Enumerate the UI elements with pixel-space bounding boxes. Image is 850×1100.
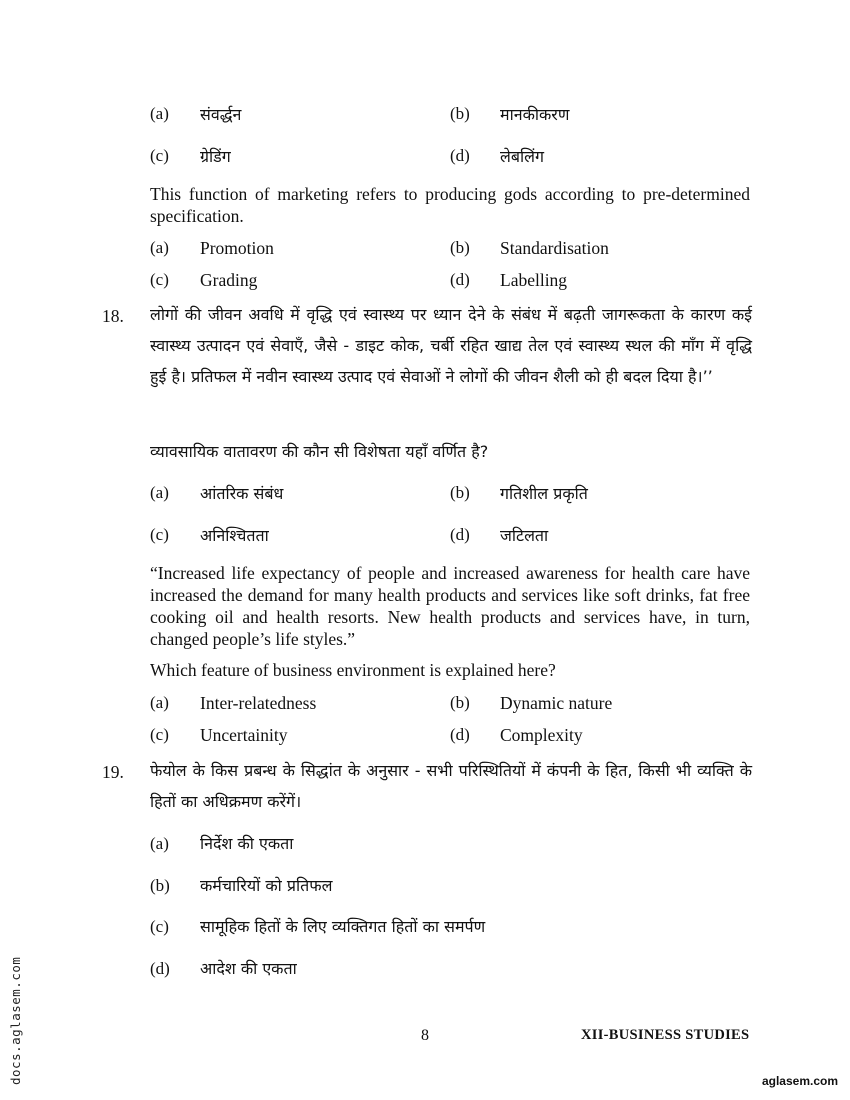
option-text: जटिलता (500, 526, 549, 545)
option-text: Inter-relatedness (200, 693, 317, 713)
question-number-18: 18. (102, 306, 124, 326)
q18-english-prompt: Which feature of business environment is explained here? (150, 660, 556, 680)
option-text: आदेश की एकता (200, 959, 297, 978)
option-label: (b) (450, 104, 470, 123)
option-label: (d) (450, 270, 470, 289)
option-text: निर्देश की एकता (200, 834, 294, 853)
option-text: संवर्द्धन (200, 105, 242, 124)
option-label: (c) (150, 270, 169, 289)
option-label: (d) (450, 725, 470, 744)
option-label: (c) (150, 725, 169, 744)
option-text: Labelling (500, 270, 568, 290)
q19-hindi-question: फेयोल के किस प्रबन्ध के सिद्धांत के अनुसार - सभी परिस्थितियों में कंपनी के हित, किसी भी व्यक्ति के हितों का अधिक्रमण करेंगें। (150, 761, 752, 811)
option-label: (c) (150, 917, 169, 936)
question-number-19: 19. (102, 762, 124, 782)
page-number: 8 (421, 1027, 429, 1044)
option-text: Standardisation (500, 238, 609, 258)
option-label: (d) (150, 959, 170, 978)
option-text: गतिशील प्रकृति (500, 484, 588, 503)
footer-title: XII-BUSINESS STUDIES (581, 1027, 750, 1043)
option-label: (a) (150, 104, 169, 123)
option-label: (a) (150, 238, 169, 257)
option-text: Dynamic nature (500, 693, 613, 713)
option-label: (b) (450, 238, 470, 257)
q17-english-question: This function of marketing refers to producing gods according to pre-determined specification. (150, 184, 750, 226)
option-label: (a) (150, 693, 169, 712)
option-label: (a) (150, 483, 169, 502)
option-label: (b) (150, 876, 170, 895)
option-text: सामूहिक हितों के लिए व्यक्तिगत हितों का समर्पण (200, 917, 486, 936)
option-text: Promotion (200, 238, 274, 258)
option-text: कर्मचारियों को प्रतिफल (200, 876, 333, 895)
option-text: Uncertainity (200, 725, 288, 745)
option-text: लेबलिंग (500, 147, 544, 166)
option-label: (b) (450, 693, 470, 712)
q18-hindi-prompt: व्यावसायिक वातावरण की कौन सी विशेषता यहाँ वर्णित है? (150, 442, 489, 461)
option-text: Grading (200, 270, 258, 290)
brand-watermark: aglasem.com (761, 1074, 838, 1088)
option-text: आंतरिक संबंध (200, 484, 284, 503)
q18-english-question: “Increased life expectancy of people and increased awareness for health care have increased the demand for many health products and services like soft drinks, fat free cooking oil and health resorts. New health products and services have, in turn, changed people’s life styles.” (150, 563, 750, 649)
option-text: अनिश्चितता (200, 526, 269, 545)
side-watermark: docs.aglasem.com (8, 956, 23, 1085)
option-text: ग्रेडिंग (200, 147, 231, 166)
option-label: (c) (150, 146, 169, 165)
option-text: मानकीकरण (500, 105, 570, 124)
option-text: Complexity (500, 725, 583, 745)
option-label: (a) (150, 834, 169, 853)
q18-hindi-question: लोगों की जीवन अवधि में वृद्धि एवं स्वास्थ्य पर ध्यान देने के संबंध में बढ़ती जागरूकता के कारण कई स्वास्थ्य उत्पादन एवं सेवाएँ, जैसे - डाइट कोक, चर्बी रहित खाद्य तेल एवं स्वास्थ्य स्थल की माँग में वृद्धि हुई है। प्रतिफल में नवीन स्वास्थ्य उत्पाद एवं सेवाओं ने लोगों की जीवन शैली को ही बदल दिया है।’’ (150, 305, 752, 386)
option-label: (c) (150, 525, 169, 544)
option-label: (b) (450, 483, 470, 502)
option-label: (d) (450, 525, 470, 544)
option-label: (d) (450, 146, 470, 165)
